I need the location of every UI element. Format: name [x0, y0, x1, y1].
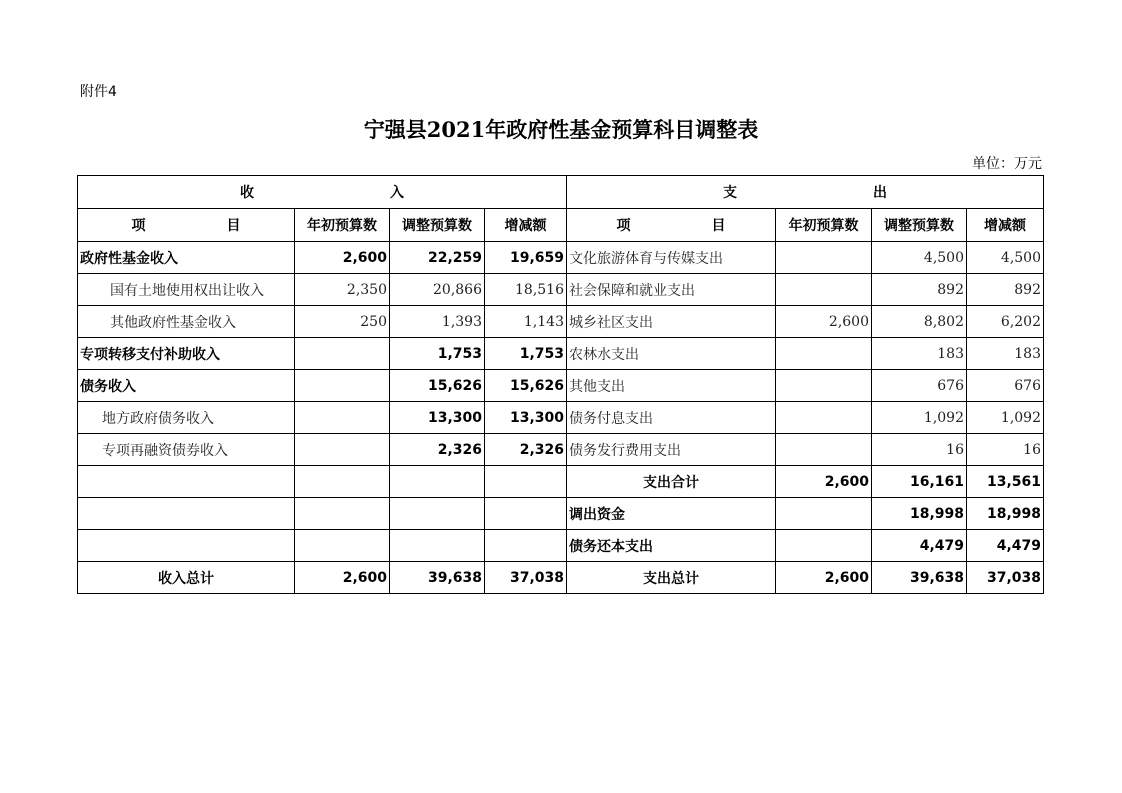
income-adjusted: 20,866	[390, 274, 485, 306]
income-adjusted: 13,300	[390, 402, 485, 434]
income-item	[78, 530, 295, 562]
table-row	[78, 338, 1044, 370]
income-initial	[295, 466, 390, 498]
income-adjusted	[390, 498, 485, 530]
expense-initial	[776, 434, 872, 466]
income-adjusted-header: 调整预算数	[390, 209, 485, 242]
income-item	[78, 466, 295, 498]
income-item: 地方政府债务收入	[78, 402, 295, 434]
expense-item-header: 项 目	[567, 209, 776, 242]
budget-adjustment-table	[77, 175, 1044, 594]
income-adjusted	[390, 466, 485, 498]
expense-adjusted: 18,998	[872, 498, 967, 530]
expense-change: 183	[967, 338, 1044, 370]
expense-adjusted: 4,479	[872, 530, 967, 562]
expense-item: 文化旅游体育与传媒支出	[567, 242, 776, 274]
table-row	[78, 434, 1044, 466]
income-initial	[295, 434, 390, 466]
expense-initial: 2,600	[776, 306, 872, 338]
income-total-change: 37,038	[485, 562, 567, 594]
column-header-row	[78, 209, 1044, 242]
income-group-header: 收 入	[78, 176, 567, 209]
income-item	[78, 498, 295, 530]
expense-adjusted: 16	[872, 434, 967, 466]
income-change: 18,516	[485, 274, 567, 306]
expense-adjusted: 1,092	[872, 402, 967, 434]
income-adjusted: 15,626	[390, 370, 485, 402]
expense-total-adjusted: 39,638	[872, 562, 967, 594]
income-adjusted: 2,326	[390, 434, 485, 466]
table-row	[78, 370, 1044, 402]
expense-adjusted: 8,802	[872, 306, 967, 338]
expense-initial	[776, 370, 872, 402]
expense-initial	[776, 242, 872, 274]
income-change	[485, 466, 567, 498]
expense-item: 其他支出	[567, 370, 776, 402]
expense-initial	[776, 498, 872, 530]
income-total-label: 收入总计	[78, 562, 295, 594]
income-change: 1,143	[485, 306, 567, 338]
expense-adjusted: 183	[872, 338, 967, 370]
income-initial	[295, 498, 390, 530]
expense-change: 6,202	[967, 306, 1044, 338]
unit-label: 单位：万元	[972, 156, 1042, 172]
expense-initial: 2,600	[776, 466, 872, 498]
expense-item: 调出资金	[567, 498, 776, 530]
group-header-row	[78, 176, 1044, 209]
table-row	[78, 306, 1044, 338]
income-initial: 250	[295, 306, 390, 338]
attachment-label: 附件4	[80, 84, 117, 100]
page-title: 宁强县2021年政府性基金预算科目调整表	[363, 117, 759, 142]
expense-item: 社会保障和就业支出	[567, 274, 776, 306]
expense-initial	[776, 274, 872, 306]
expense-change-header: 增减额	[967, 209, 1044, 242]
expense-item: 城乡社区支出	[567, 306, 776, 338]
income-initial	[295, 530, 390, 562]
expense-adjusted: 676	[872, 370, 967, 402]
income-adjusted: 1,393	[390, 306, 485, 338]
expense-initial	[776, 338, 872, 370]
income-change: 13,300	[485, 402, 567, 434]
expense-initial-header: 年初预算数	[776, 209, 872, 242]
income-item: 专项转移支付补助收入	[78, 338, 295, 370]
expense-total-change: 37,038	[967, 562, 1044, 594]
table-row	[78, 530, 1044, 562]
income-change	[485, 530, 567, 562]
income-initial: 2,350	[295, 274, 390, 306]
expense-adjusted: 16,161	[872, 466, 967, 498]
expense-group-header: 支 出	[567, 176, 1044, 209]
income-item: 政府性基金收入	[78, 242, 295, 274]
table-row	[78, 402, 1044, 434]
income-initial: 2,600	[295, 242, 390, 274]
expense-change: 676	[967, 370, 1044, 402]
expense-adjusted-header: 调整预算数	[872, 209, 967, 242]
table-row	[78, 242, 1044, 274]
expense-item: 农林水支出	[567, 338, 776, 370]
totals-row	[78, 562, 1044, 594]
income-adjusted: 1,753	[390, 338, 485, 370]
income-change-header: 增减额	[485, 209, 567, 242]
income-change: 2,326	[485, 434, 567, 466]
expense-adjusted: 4,500	[872, 242, 967, 274]
income-change: 1,753	[485, 338, 567, 370]
income-adjusted: 22,259	[390, 242, 485, 274]
table-row	[78, 274, 1044, 306]
expense-item: 债务发行费用支出	[567, 434, 776, 466]
expense-item: 支出合计	[567, 466, 776, 498]
expense-change: 16	[967, 434, 1044, 466]
expense-change: 4,500	[967, 242, 1044, 274]
expense-total-initial: 2,600	[776, 562, 872, 594]
income-initial-header: 年初预算数	[295, 209, 390, 242]
expense-initial	[776, 530, 872, 562]
income-item: 专项再融资债券收入	[78, 434, 295, 466]
expense-change: 4,479	[967, 530, 1044, 562]
income-initial	[295, 338, 390, 370]
income-item-header: 项 目	[78, 209, 295, 242]
income-change: 15,626	[485, 370, 567, 402]
income-adjusted	[390, 530, 485, 562]
expense-change: 13,561	[967, 466, 1044, 498]
income-item: 债务收入	[78, 370, 295, 402]
expense-total-label: 支出总计	[567, 562, 776, 594]
income-total-initial: 2,600	[295, 562, 390, 594]
expense-change: 1,092	[967, 402, 1044, 434]
income-initial	[295, 370, 390, 402]
income-change: 19,659	[485, 242, 567, 274]
table-row	[78, 466, 1044, 498]
income-total-adjusted: 39,638	[390, 562, 485, 594]
expense-item: 债务付息支出	[567, 402, 776, 434]
table-row	[78, 498, 1044, 530]
income-item: 国有土地使用权出让收入	[78, 274, 295, 306]
expense-change: 18,998	[967, 498, 1044, 530]
income-initial	[295, 402, 390, 434]
income-change	[485, 498, 567, 530]
expense-adjusted: 892	[872, 274, 967, 306]
expense-item: 债务还本支出	[567, 530, 776, 562]
expense-initial	[776, 402, 872, 434]
expense-change: 892	[967, 274, 1044, 306]
income-item: 其他政府性基金收入	[78, 306, 295, 338]
